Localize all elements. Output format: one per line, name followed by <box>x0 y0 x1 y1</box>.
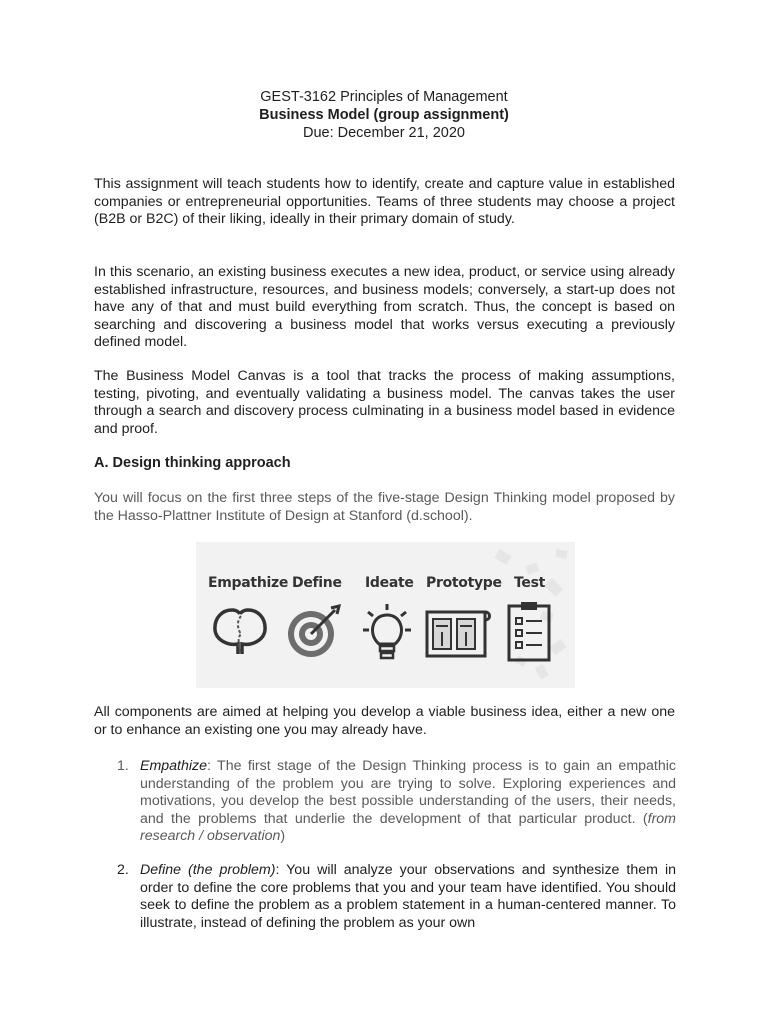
design-intro-paragraph: You will focus on the first three steps of the five-stage Design Thinking model proposed by the Hasso-Plattner Institute of Design at Stanford (d.school). <box>94 490 675 524</box>
list-text: : You will analyze your observations and synthesize them in order to define the core problems that you and your team have identified. You should seek to define the problem as a problem statement in a human-centered manner. To illustrate, instead of defining the problem as your own <box>140 862 677 931</box>
list-close: ) <box>280 828 286 844</box>
scenario-paragraph: In this scenario, an existing business executes a new idea, product, or service using already established infrastructure, resources, and business models; conversely, a start-up does not have any of that and must build everything from scratch. Thus, the concept is based on searching and discovering a business model that works versus executing a previously defined model. <box>94 264 675 350</box>
list-term: Empathize <box>140 758 208 774</box>
clipboard-icon <box>506 600 552 662</box>
course-title: GEST-3162 Principles of Management <box>260 89 508 105</box>
intro-paragraph: This assignment will teach students how to identify, create and capture value in established companies or entrepreneurial opportunities. Teams of three students may choose a project (B2B or B2C) of their liking, ideally in their primary domain of study. <box>94 176 675 227</box>
stage-label-test: Test <box>514 575 546 591</box>
stage-label-define: Define <box>292 575 342 591</box>
components-paragraph: All components are aimed at helping you develop a viable business idea, either a new one or to enhance an existing one you may already have. <box>94 704 675 738</box>
stage-label-prototype: Prototype <box>426 575 502 591</box>
list-term: Define (the problem) <box>140 862 276 878</box>
list-body <box>140 758 676 846</box>
canvas-paragraph: The Business Model Canvas is a tool that tracks the process of making assumptions, testing, pivoting, and eventually validating a business model. The canvas takes the user through a search and discovery process culminating in a business model based in evidence and proof. <box>94 368 675 437</box>
target-icon <box>285 602 343 660</box>
list-number: 2. <box>117 862 129 878</box>
list-note: from research / observation <box>140 810 676 844</box>
lightbulb-icon <box>362 602 412 662</box>
due-date: Due: December 21, 2020 <box>302 125 465 141</box>
heads-icon <box>210 604 270 660</box>
section-a-heading: A. Design thinking approach <box>94 455 291 471</box>
document-header <box>0 88 768 142</box>
list-text: : The first stage of the Design Thinking process is to gain an empathic understanding of the problem you are trying to solve. Exploring experiences and motivations, you develop the best possible understanding of the users, their needs, and the problems that underlie the development of that particular product. ( <box>140 758 676 827</box>
assignment-title: Business Model (group assignment) <box>259 107 509 123</box>
list-body <box>140 862 676 932</box>
stage-label-empathize: Empathize <box>208 575 289 591</box>
design-thinking-figure <box>196 542 575 688</box>
list-number: 1. <box>117 758 129 774</box>
blueprint-icon <box>424 608 492 660</box>
stage-label-ideate: Ideate <box>365 575 414 591</box>
